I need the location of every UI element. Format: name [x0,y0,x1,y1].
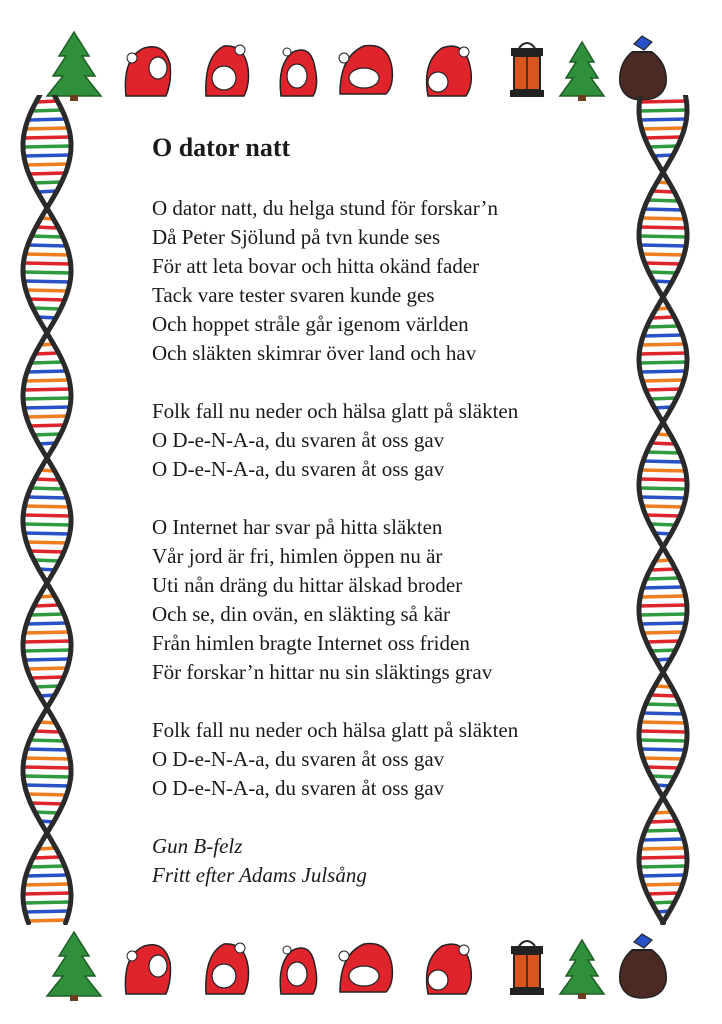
stanza-1 [152,194,612,368]
poem-line: O Internet har svar på hitta släkten [152,515,443,539]
christmas-tree-icon [558,40,606,102]
signature [152,832,612,890]
poem-line: O D-e-N-A-a, du svaren åt oss gav [152,776,445,800]
poem-line: För att leta bovar och hitta okänd fader [152,254,480,278]
dna-helix-icon [628,95,698,925]
stanza-3 [152,513,612,687]
poem-line: Från himlen bragte Internet oss friden [152,631,470,655]
santa-icon [118,38,174,100]
santa-icon [418,38,476,100]
santa-icon [118,936,174,998]
poem-line: För forskar’n hittar nu sin släktings grav [152,660,493,684]
poem-line: Då Peter Sjölund på tvn kunde ses [152,225,441,249]
christmas-tree-icon [45,930,103,1002]
poem-line: Och släkten skimrar över land och hav [152,341,477,365]
christmas-tree-icon [558,938,606,1000]
gift-sack-icon [612,932,672,1002]
santa-icon [334,934,396,998]
santa-icon [275,940,321,998]
lantern-icon [505,38,549,100]
santa-icon [418,936,476,998]
poem-line: Uti nån dräng du hittar älskad broder [152,573,463,597]
poem-line: O D-e-N-A-a, du svaren åt oss gav [152,747,445,771]
poem [152,128,612,919]
santa-icon [200,936,252,998]
santa-icon [275,42,321,100]
signature-author: Gun B-felz [152,834,243,858]
signature-source: Fritt efter Adams Julsång [152,863,367,887]
poem-line: Vår jord är fri, himlen öppen nu är [152,544,443,568]
poem-line: O D-e-N-A-a, du svaren åt oss gav [152,457,445,481]
santa-icon [334,36,396,100]
poem-line: Folk fall nu neder och hälsa glatt på släkten [152,718,519,742]
top-border [0,20,722,110]
poem-line: Och hoppet stråle går igenom världen [152,312,469,336]
stanza-4 [152,716,612,803]
gift-sack-icon [612,34,672,104]
christmas-tree-icon [45,30,103,102]
poem-line: O dator natt, du helga stund för forskar’n [152,196,499,220]
poem-line: O D-e-N-A-a, du svaren åt oss gav [152,428,445,452]
lantern-icon [505,936,549,998]
poem-line: Och se, din ovän, en släkting så kär [152,602,451,626]
bottom-border [0,922,722,1012]
stanza-2 [152,397,612,484]
poem-title: O dator natt [152,133,291,162]
dna-helix-icon [12,95,82,925]
santa-icon [200,38,252,100]
poem-line: Folk fall nu neder och hälsa glatt på släkten [152,399,519,423]
poem-line: Tack vare tester svaren kunde ges [152,283,435,307]
